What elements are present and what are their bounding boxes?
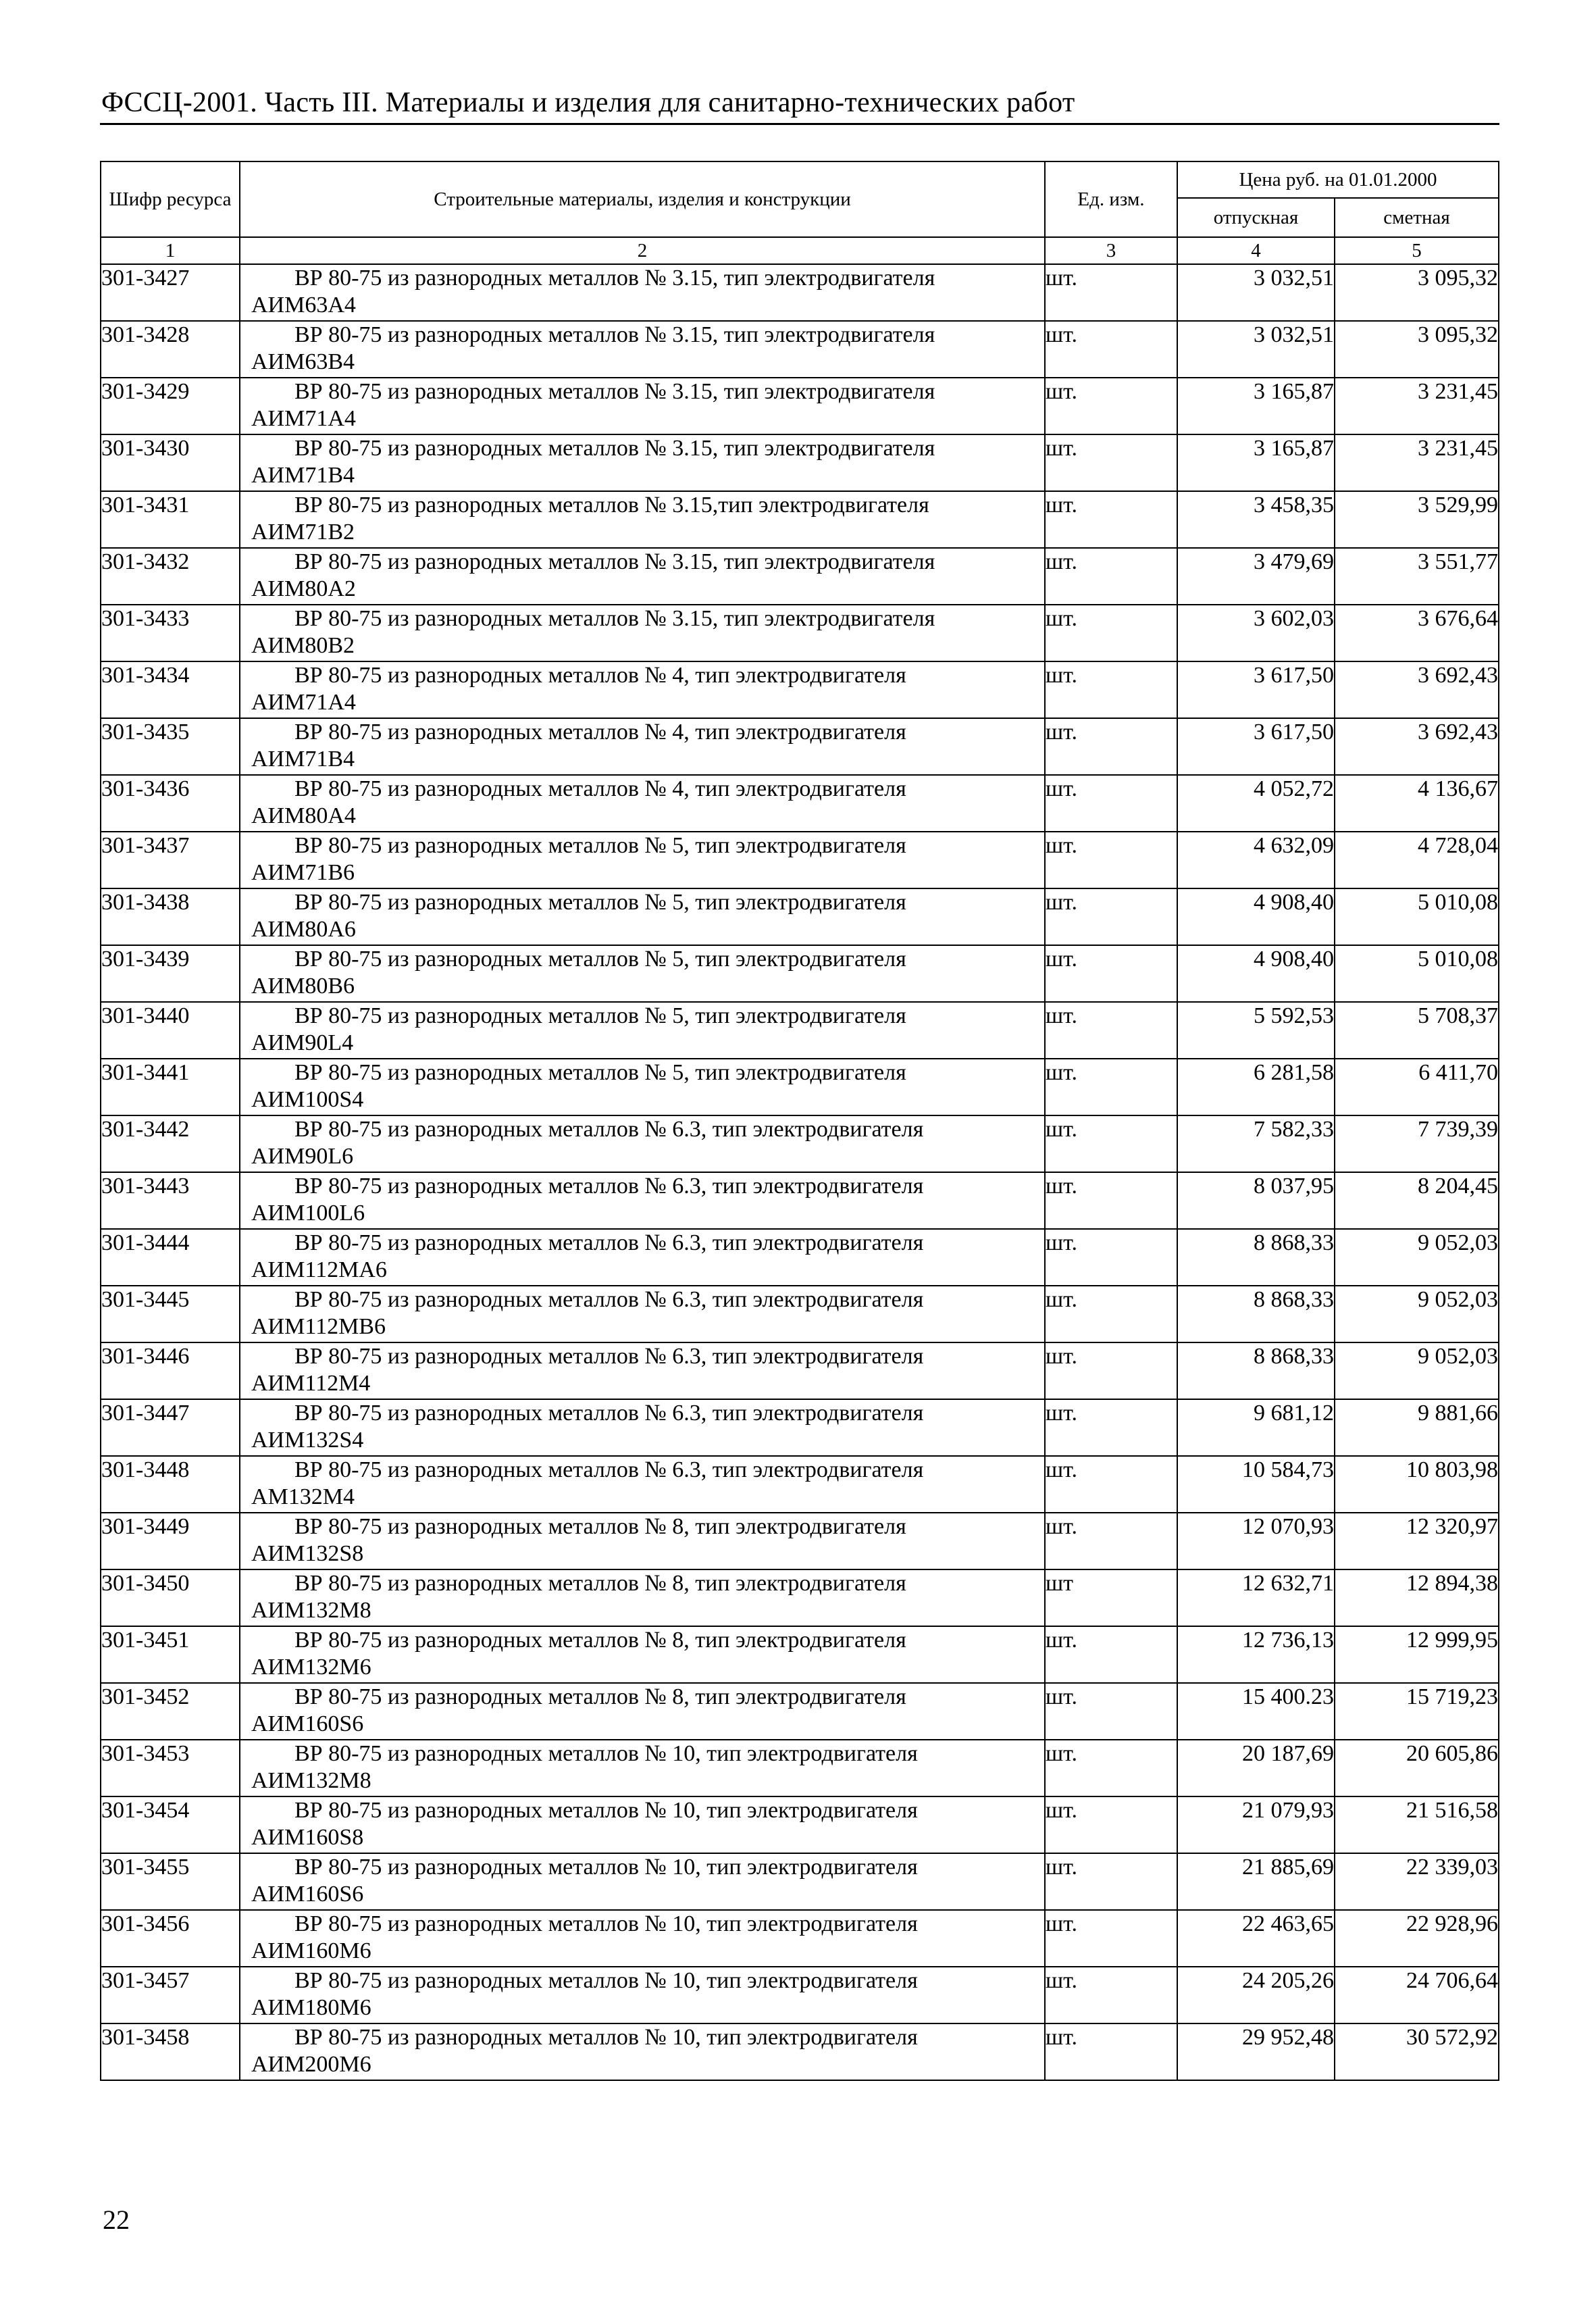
table-row — [101, 378, 1499, 434]
release-price-cell: 4 632,09 — [1177, 832, 1335, 888]
resource-code-cell: 301-3455 — [101, 1853, 240, 1910]
unit-cell: шт. — [1045, 548, 1177, 605]
material-description-cell — [240, 1683, 1045, 1740]
motor-type-line: АМ132М4 — [251, 1484, 355, 1509]
resource-code-cell: 301-3446 — [101, 1342, 240, 1399]
estimate-price-cell: 3 231,45 — [1335, 378, 1499, 434]
material-description-line: ВР 80-75 из разнородных металлов № 6.3, тип электродвигателя — [294, 1457, 924, 1482]
motor-type-line: АИМ160S6 — [251, 1711, 364, 1736]
material-description-cell — [240, 1342, 1045, 1399]
material-description-line: ВР 80-75 из разнородных металлов № 5, тип электродвигателя — [294, 833, 906, 858]
motor-type-line: АИМ160М6 — [251, 1938, 371, 1963]
resource-code-cell: 301-3431 — [101, 491, 240, 548]
release-price-cell: 21 885,69 — [1177, 1853, 1335, 1910]
resource-code-cell: 301-3456 — [101, 1910, 240, 1967]
unit-cell: шт. — [1045, 1229, 1177, 1286]
unit-cell: шт. — [1045, 1286, 1177, 1342]
release-price-cell: 3 617,50 — [1177, 661, 1335, 718]
material-description-cell — [240, 321, 1045, 378]
material-description-line: ВР 80-75 из разнородных металлов № 6.3, тип электродвигателя — [294, 1344, 924, 1369]
material-description-cell — [240, 1115, 1045, 1172]
unit-cell: шт. — [1045, 1172, 1177, 1229]
motor-type-line: АИМ90L4 — [251, 1030, 354, 1055]
material-description-line: ВР 80-75 из разнородных металлов № 4, тип электродвигателя — [294, 663, 906, 688]
resource-code-cell: 301-3437 — [101, 832, 240, 888]
table-row — [101, 1967, 1499, 2023]
material-description-line: ВР 80-75 из разнородных металлов № 10, тип электродвигателя — [294, 1968, 918, 1993]
material-description-line: ВР 80-75 из разнородных металлов № 3.15, тип электродвигателя — [294, 379, 935, 404]
material-description-line: ВР 80-75 из разнородных металлов № 10, тип электродвигателя — [294, 1911, 918, 1936]
unit-cell: шт. — [1045, 1910, 1177, 1967]
estimate-price-cell: 3 692,43 — [1335, 718, 1499, 775]
table-row — [101, 264, 1499, 321]
table-row — [101, 1399, 1499, 1456]
unit-cell: шт. — [1045, 321, 1177, 378]
unit-cell: шт. — [1045, 775, 1177, 832]
material-description-line: ВР 80-75 из разнородных металлов № 6.3, тип электродвигателя — [294, 1230, 924, 1255]
unit-cell: шт. — [1045, 605, 1177, 661]
estimate-price-cell: 4 728,04 — [1335, 832, 1499, 888]
unit-cell: шт. — [1045, 378, 1177, 434]
estimate-price-cell: 7 739,39 — [1335, 1115, 1499, 1172]
material-description-cell — [240, 1002, 1045, 1059]
estimate-price-cell: 3 551,77 — [1335, 548, 1499, 605]
resource-code-cell: 301-3452 — [101, 1683, 240, 1740]
table-row — [101, 1569, 1499, 1626]
table-row — [101, 1513, 1499, 1569]
motor-type-line: АИМ200М6 — [251, 2052, 371, 2077]
material-description-cell — [240, 1853, 1045, 1910]
column-number: 2 — [240, 237, 1045, 264]
table-row — [101, 434, 1499, 491]
material-description-cell — [240, 2023, 1045, 2080]
resource-code-cell: 301-3448 — [101, 1456, 240, 1513]
material-description-line: ВР 80-75 из разнородных металлов № 5, тип электродвигателя — [294, 890, 906, 915]
material-description-line: ВР 80-75 из разнородных металлов № 5, тип электродвигателя — [294, 1003, 906, 1028]
material-description-line: ВР 80-75 из разнородных металлов № 6.3, тип электродвигателя — [294, 1174, 924, 1199]
unit-cell: шт. — [1045, 888, 1177, 945]
column-header-resource-code: Шифр ресурса — [101, 161, 240, 237]
material-description-line: ВР 80-75 из разнородных металлов № 8, тип электродвигателя — [294, 1684, 906, 1709]
motor-type-line: АИМ160S6 — [251, 1882, 364, 1907]
resource-code-cell: 301-3458 — [101, 2023, 240, 2080]
resource-code-cell: 301-3432 — [101, 548, 240, 605]
release-price-cell: 22 463,65 — [1177, 1910, 1335, 1967]
resource-code-cell: 301-3451 — [101, 1626, 240, 1683]
material-description-cell — [240, 1740, 1045, 1796]
unit-cell: шт. — [1045, 718, 1177, 775]
motor-type-line: АИМ112М4 — [251, 1371, 371, 1396]
motor-type-line: АИМ132М6 — [251, 1655, 371, 1680]
column-number: 3 — [1045, 237, 1177, 264]
material-description-line: ВР 80-75 из разнородных металлов № 4, тип электродвигателя — [294, 776, 906, 801]
release-price-cell: 4 908,40 — [1177, 945, 1335, 1002]
motor-type-line: АИМ132S4 — [251, 1428, 364, 1453]
material-description-cell — [240, 1286, 1045, 1342]
unit-cell: шт. — [1045, 1399, 1177, 1456]
unit-cell: шт. — [1045, 1342, 1177, 1399]
unit-cell: шт. — [1045, 491, 1177, 548]
motor-type-line: АИМ112МА6 — [251, 1257, 387, 1282]
estimate-price-cell: 12 320,97 — [1335, 1513, 1499, 1569]
table-row — [101, 1626, 1499, 1683]
resource-code-cell: 301-3429 — [101, 378, 240, 434]
estimate-price-cell: 3 095,32 — [1335, 264, 1499, 321]
table-row — [101, 548, 1499, 605]
estimate-price-cell: 12 999,95 — [1335, 1626, 1499, 1683]
material-description-cell — [240, 1059, 1045, 1115]
release-price-cell: 3 032,51 — [1177, 264, 1335, 321]
unit-cell: шт. — [1045, 1513, 1177, 1569]
release-price-cell: 3 617,50 — [1177, 718, 1335, 775]
release-price-cell: 3 458,35 — [1177, 491, 1335, 548]
estimate-price-cell: 9 052,03 — [1335, 1286, 1499, 1342]
material-description-line: ВР 80-75 из разнородных металлов № 10, тип электродвигателя — [294, 1798, 918, 1823]
release-price-cell: 3 165,87 — [1177, 434, 1335, 491]
material-description-cell — [240, 378, 1045, 434]
release-price-cell: 5 592,53 — [1177, 1002, 1335, 1059]
column-header-price-release: отпускная — [1177, 198, 1335, 237]
unit-cell: шт. — [1045, 434, 1177, 491]
estimate-price-cell: 9 881,66 — [1335, 1399, 1499, 1456]
estimate-price-cell: 9 052,03 — [1335, 1342, 1499, 1399]
material-description-line: ВР 80-75 из разнородных металлов № 3.15, тип электродвигателя — [294, 436, 935, 461]
motor-type-line: АИМ80В2 — [251, 633, 355, 658]
unit-cell: шт. — [1045, 1967, 1177, 2023]
table-row — [101, 1853, 1499, 1910]
release-price-cell: 7 582,33 — [1177, 1115, 1335, 1172]
motor-type-line: АИМ180М6 — [251, 1995, 371, 2020]
column-header-price-estimate: сметная — [1335, 198, 1499, 237]
release-price-cell: 3 602,03 — [1177, 605, 1335, 661]
motor-type-line: АИМ80А6 — [251, 917, 356, 942]
material-description-line: ВР 80-75 из разнородных металлов № 5, тип электродвигателя — [294, 947, 906, 972]
motor-type-line: АИМ132S8 — [251, 1541, 364, 1566]
unit-cell: шт. — [1045, 945, 1177, 1002]
estimate-price-cell: 30 572,92 — [1335, 2023, 1499, 2080]
material-description-line: ВР 80-75 из разнородных металлов № 3.15, тип электродвигателя — [294, 606, 935, 631]
material-description-cell — [240, 661, 1045, 718]
resource-code-cell: 301-3450 — [101, 1569, 240, 1626]
material-description-line: ВР 80-75 из разнородных металлов № 6.3, тип электродвигателя — [294, 1117, 924, 1142]
estimate-price-cell: 10 803,98 — [1335, 1456, 1499, 1513]
material-description-cell — [240, 1796, 1045, 1853]
release-price-cell: 12 736,13 — [1177, 1626, 1335, 1683]
motor-type-line: АИМ71В4 — [251, 747, 355, 772]
estimate-price-cell: 22 928,96 — [1335, 1910, 1499, 1967]
material-description-cell — [240, 1399, 1045, 1456]
column-number: 5 — [1335, 237, 1499, 264]
motor-type-line: АИМ112МВ6 — [251, 1314, 386, 1339]
resource-code-cell: 301-3442 — [101, 1115, 240, 1172]
material-description-cell — [240, 718, 1045, 775]
resource-code-cell: 301-3438 — [101, 888, 240, 945]
table-row — [101, 945, 1499, 1002]
table-row — [101, 1456, 1499, 1513]
header-rule — [100, 123, 1499, 125]
unit-cell: шт. — [1045, 661, 1177, 718]
release-price-cell: 9 681,12 — [1177, 1399, 1335, 1456]
motor-type-line: АИМ100L6 — [251, 1201, 365, 1226]
release-price-cell: 29 952,48 — [1177, 2023, 1335, 2080]
motor-type-line: АИМ80В6 — [251, 974, 355, 999]
motor-type-line: АИМ71А4 — [251, 690, 356, 715]
motor-type-line: АИМ132М8 — [251, 1598, 371, 1623]
motor-type-line: АИМ100S4 — [251, 1087, 364, 1112]
column-number: 1 — [101, 237, 240, 264]
material-description-cell — [240, 434, 1045, 491]
motor-type-line: АИМ80А2 — [251, 576, 356, 601]
material-description-line: ВР 80-75 из разнородных металлов № 6.3, тип электродвигателя — [294, 1401, 924, 1426]
material-description-line: ВР 80-75 из разнородных металлов № 8, тип электродвигателя — [294, 1628, 906, 1653]
release-price-cell: 12 070,93 — [1177, 1513, 1335, 1569]
release-price-cell: 3 032,51 — [1177, 321, 1335, 378]
motor-type-line: АИМ71В2 — [251, 520, 355, 545]
motor-type-line: АИМ160S8 — [251, 1825, 364, 1850]
resource-code-cell: 301-3444 — [101, 1229, 240, 1286]
motor-type-line: АИМ71В4 — [251, 463, 355, 488]
price-table-body — [101, 264, 1499, 2080]
release-price-cell: 21 079,93 — [1177, 1796, 1335, 1853]
material-description-line: ВР 80-75 из разнородных металлов № 8, тип электродвигателя — [294, 1571, 906, 1596]
table-row — [101, 775, 1499, 832]
unit-cell: шт. — [1045, 1115, 1177, 1172]
unit-cell: шт. — [1045, 1456, 1177, 1513]
estimate-price-cell: 24 706,64 — [1335, 1967, 1499, 2023]
unit-cell: шт. — [1045, 1740, 1177, 1796]
resource-code-cell: 301-3430 — [101, 434, 240, 491]
material-description-cell — [240, 264, 1045, 321]
resource-code-cell: 301-3433 — [101, 605, 240, 661]
material-description-line: ВР 80-75 из разнородных металлов № 10, тип электродвигателя — [294, 1741, 918, 1766]
material-description-cell — [240, 1569, 1045, 1626]
material-description-cell — [240, 1626, 1045, 1683]
page-header-title: ФССЦ-2001. Часть III. Материалы и изделия для санитарно-технических работ — [101, 87, 1075, 118]
estimate-price-cell: 3 692,43 — [1335, 661, 1499, 718]
estimate-price-cell: 22 339,03 — [1335, 1853, 1499, 1910]
table-row — [101, 1740, 1499, 1796]
release-price-cell: 24 205,26 — [1177, 1967, 1335, 2023]
table-row — [101, 1229, 1499, 1286]
unit-cell: шт. — [1045, 1683, 1177, 1740]
motor-type-line: АИМ80А4 — [251, 803, 356, 828]
estimate-price-cell: 21 516,58 — [1335, 1796, 1499, 1853]
material-description-cell — [240, 832, 1045, 888]
release-price-cell: 8 868,33 — [1177, 1342, 1335, 1399]
resource-code-cell: 301-3439 — [101, 945, 240, 1002]
material-description-cell — [240, 1172, 1045, 1229]
material-description-line: ВР 80-75 из разнородных металлов № 3.15, тип электродвигателя — [294, 266, 935, 291]
price-table — [100, 161, 1499, 2081]
resource-code-cell: 301-3441 — [101, 1059, 240, 1115]
column-header-unit: Ед. изм. — [1045, 161, 1177, 237]
page-number: 22 — [103, 2205, 130, 2235]
resource-code-cell: 301-3453 — [101, 1740, 240, 1796]
table-row — [101, 1796, 1499, 1853]
table-row — [101, 1172, 1499, 1229]
unit-cell: шт. — [1045, 1002, 1177, 1059]
resource-code-cell: 301-3443 — [101, 1172, 240, 1229]
table-row — [101, 321, 1499, 378]
release-price-cell: 6 281,58 — [1177, 1059, 1335, 1115]
motor-type-line: АИМ71А4 — [251, 406, 356, 431]
estimate-price-cell: 8 204,45 — [1335, 1172, 1499, 1229]
table-row — [101, 605, 1499, 661]
material-description-cell — [240, 888, 1045, 945]
resource-code-cell: 301-3454 — [101, 1796, 240, 1853]
resource-code-cell: 301-3449 — [101, 1513, 240, 1569]
material-description-cell — [240, 1967, 1045, 2023]
release-price-cell: 8 868,33 — [1177, 1286, 1335, 1342]
estimate-price-cell: 6 411,70 — [1335, 1059, 1499, 1115]
estimate-price-cell: 5 010,08 — [1335, 945, 1499, 1002]
estimate-price-cell: 5 010,08 — [1335, 888, 1499, 945]
table-row — [101, 1683, 1499, 1740]
unit-cell: шт. — [1045, 2023, 1177, 2080]
resource-code-cell: 301-3434 — [101, 661, 240, 718]
table-row — [101, 661, 1499, 718]
column-header-price-group: Цена руб. на 01.01.2000 — [1177, 161, 1499, 198]
release-price-cell: 20 187,69 — [1177, 1740, 1335, 1796]
motor-type-line: АИМ71В6 — [251, 860, 355, 885]
material-description-cell — [240, 605, 1045, 661]
table-row — [101, 1910, 1499, 1967]
estimate-price-cell: 3 231,45 — [1335, 434, 1499, 491]
table-row — [101, 1115, 1499, 1172]
estimate-price-cell: 5 708,37 — [1335, 1002, 1499, 1059]
unit-cell: шт — [1045, 1569, 1177, 1626]
resource-code-cell: 301-3445 — [101, 1286, 240, 1342]
material-description-line: ВР 80-75 из разнородных металлов № 10, тип электродвигателя — [294, 2025, 918, 2050]
motor-type-line: АИМ63А4 — [251, 293, 356, 318]
table-row — [101, 1002, 1499, 1059]
unit-cell: шт. — [1045, 1059, 1177, 1115]
release-price-cell: 4 052,72 — [1177, 775, 1335, 832]
estimate-price-cell: 3 529,99 — [1335, 491, 1499, 548]
resource-code-cell: 301-3435 — [101, 718, 240, 775]
table-row — [101, 1059, 1499, 1115]
estimate-price-cell: 4 136,67 — [1335, 775, 1499, 832]
unit-cell: шт. — [1045, 1853, 1177, 1910]
material-description-cell — [240, 491, 1045, 548]
estimate-price-cell: 9 052,03 — [1335, 1229, 1499, 1286]
material-description-cell — [240, 775, 1045, 832]
column-header-materials: Строительные материалы, изделия и конструкции — [240, 161, 1045, 237]
release-price-cell: 15 400.23 — [1177, 1683, 1335, 1740]
table-row — [101, 718, 1499, 775]
resource-code-cell: 301-3440 — [101, 1002, 240, 1059]
resource-code-cell: 301-3457 — [101, 1967, 240, 2023]
release-price-cell: 8 037,95 — [1177, 1172, 1335, 1229]
unit-cell: шт. — [1045, 832, 1177, 888]
material-description-line: ВР 80-75 из разнородных металлов № 10, тип электродвигателя — [294, 1855, 918, 1880]
release-price-cell: 12 632,71 — [1177, 1569, 1335, 1626]
resource-code-cell: 301-3428 — [101, 321, 240, 378]
estimate-price-cell: 12 894,38 — [1335, 1569, 1499, 1626]
material-description-cell — [240, 1229, 1045, 1286]
release-price-cell: 3 479,69 — [1177, 548, 1335, 605]
material-description-line: ВР 80-75 из разнородных металлов № 8, тип электродвигателя — [294, 1514, 906, 1539]
material-description-line: ВР 80-75 из разнородных металлов № 3.15, тип электродвигателя — [294, 322, 935, 347]
material-description-line: ВР 80-75 из разнородных металлов № 3.15,тип электродвигателя — [294, 493, 929, 518]
unit-cell: шт. — [1045, 1796, 1177, 1853]
estimate-price-cell: 3 676,64 — [1335, 605, 1499, 661]
table-row — [101, 832, 1499, 888]
release-price-cell: 8 868,33 — [1177, 1229, 1335, 1286]
material-description-cell — [240, 1910, 1045, 1967]
unit-cell: шт. — [1045, 1626, 1177, 1683]
material-description-cell — [240, 1513, 1045, 1569]
motor-type-line: АИМ63В4 — [251, 349, 355, 374]
column-number: 4 — [1177, 237, 1335, 264]
motor-type-line: АИМ90L6 — [251, 1144, 354, 1169]
resource-code-cell: 301-3427 — [101, 264, 240, 321]
material-description-cell — [240, 945, 1045, 1002]
material-description-line: ВР 80-75 из разнородных металлов № 3.15, тип электродвигателя — [294, 549, 935, 574]
material-description-line: ВР 80-75 из разнородных металлов № 4, тип электродвигателя — [294, 720, 906, 745]
material-description-cell — [240, 548, 1045, 605]
release-price-cell: 10 584,73 — [1177, 1456, 1335, 1513]
material-description-line: ВР 80-75 из разнородных металлов № 5, тип электродвигателя — [294, 1060, 906, 1085]
estimate-price-cell: 15 719,23 — [1335, 1683, 1499, 1740]
unit-cell: шт. — [1045, 264, 1177, 321]
resource-code-cell: 301-3436 — [101, 775, 240, 832]
resource-code-cell: 301-3447 — [101, 1399, 240, 1456]
table-row — [101, 888, 1499, 945]
release-price-cell: 4 908,40 — [1177, 888, 1335, 945]
table-row — [101, 1342, 1499, 1399]
motor-type-line: АИМ132М8 — [251, 1768, 371, 1793]
release-price-cell: 3 165,87 — [1177, 378, 1335, 434]
material-description-cell — [240, 1456, 1045, 1513]
table-row — [101, 2023, 1499, 2080]
table-row — [101, 1286, 1499, 1342]
material-description-line: ВР 80-75 из разнородных металлов № 6.3, тип электродвигателя — [294, 1287, 924, 1312]
estimate-price-cell: 3 095,32 — [1335, 321, 1499, 378]
estimate-price-cell: 20 605,86 — [1335, 1740, 1499, 1796]
table-row — [101, 491, 1499, 548]
